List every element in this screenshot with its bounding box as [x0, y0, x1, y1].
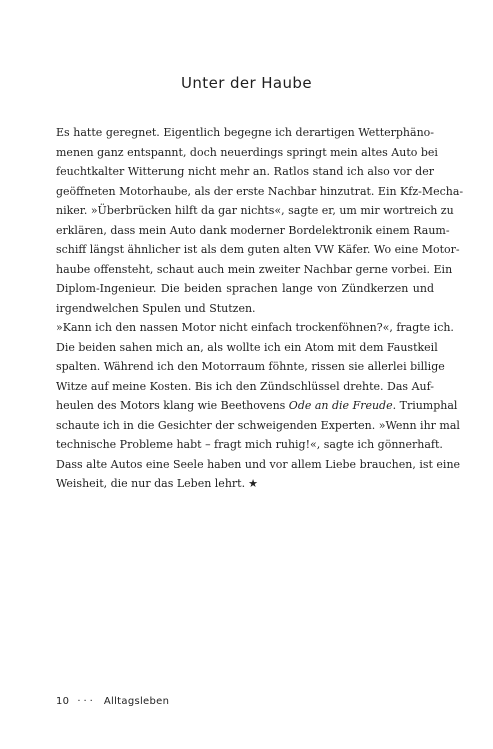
star-icon: ★ — [248, 477, 258, 490]
text-line: Diplom-Ingenieur. Die beiden sprachen lange von Zündkerzen und — [56, 282, 434, 295]
body-text — [56, 123, 464, 494]
work-title: Ode an die Freude — [288, 399, 393, 412]
paragraph-2 — [56, 318, 461, 494]
closing-text: Weisheit, die nur das Leben lehrt. — [56, 477, 246, 490]
text-line: spalten. Während ich den Motorraum föhnte, rissen sie allerlei billige — [56, 360, 445, 373]
text-line: Witze auf meine Kosten. Bis ich den Zündschlüssel drehte. Das Auf- — [56, 379, 434, 393]
chapter-title: Unter der Haube — [181, 74, 312, 92]
page-number: 10 — [56, 696, 70, 707]
text-segment: heulen des Motors klang wie Beethovens — [56, 399, 289, 412]
text-line: schaute ich in die Gesichter der schweigenden Experten. »Wenn ihr mal — [56, 418, 460, 432]
text-line: »Kann ich den nassen Motor nicht einfach trockenföhnen?«, fragte ich. — [56, 321, 454, 334]
text-line: niker. »Überbrücken hilft da gar nichts«, sagte er, um mir wortreich zu — [56, 204, 454, 217]
text-line — [56, 474, 434, 494]
text-line: feuchtkalter Witterung nicht mehr an. Ratlos stand ich also vor der — [56, 165, 434, 178]
text-segment: . Triumphal — [392, 399, 458, 412]
text-line: erklären, dass mein Auto dank moderner Bordelektronik einem Raum- — [56, 223, 450, 237]
text-line: geöffneten Motorhaube, als der erste Nachbar hinzutrat. Ein Kfz-Mecha- — [56, 184, 464, 198]
text-line: technische Probleme habt – fragt mich ruhig!«, sagte ich gönnerhaft. — [56, 438, 443, 451]
page-footer — [56, 696, 169, 707]
text-line: irgendwelchen Spulen und Stutzen. — [56, 301, 256, 315]
separator-dots: ··· — [77, 696, 96, 707]
text-line: Dass alte Autos eine Seele haben und vor allem Liebe brauchen, ist eine — [56, 457, 461, 471]
text-line: schiff längst ähnlicher ist als dem guten alten VW Käfer. Wo eine Motor- — [56, 243, 460, 256]
text-line — [56, 396, 458, 416]
paragraph-1 — [56, 123, 464, 318]
text-line: menen ganz entspannt, doch neuerdings springt mein altes Auto bei — [56, 145, 438, 159]
text-line: Die beiden sahen mich an, als wollte ich ein Atom mit dem Faustkeil — [56, 340, 438, 354]
section-name: Alltagsleben — [103, 696, 170, 707]
text-line: Es hatte geregnet. Eigentlich begegne ich derartigen Wetterphäno- — [56, 126, 434, 139]
text-line: haube offensteht, schaut auch mein zweiter Nachbar gerne vorbei. Ein — [56, 262, 453, 276]
